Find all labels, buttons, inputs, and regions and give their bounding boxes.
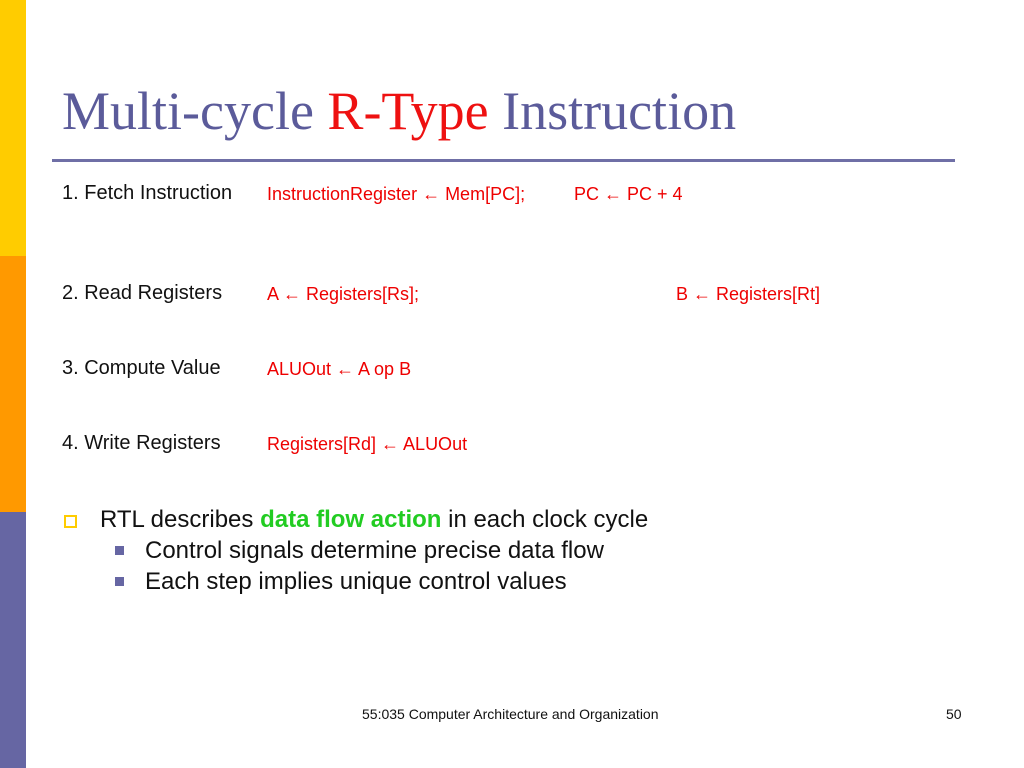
step-2-rtl-a: A ← Registers[Rs];	[267, 284, 420, 304]
title-part-1: Multi-cycle	[62, 81, 328, 141]
hollow-square-bullet-icon	[64, 515, 77, 528]
footer-course: 55:035 Computer Architecture and Organization	[362, 706, 659, 722]
bullet-emphasis: data flow action	[260, 506, 442, 533]
step-4-label: 4. Write Registers	[62, 432, 221, 454]
step-3-label: 3. Compute Value	[62, 357, 221, 379]
step-2-label: 2. Read Registers	[62, 282, 223, 304]
square-bullet-icon	[115, 546, 124, 555]
sub-bullet-2: Each step implies unique control values	[145, 568, 567, 595]
title-highlight: R-Type	[327, 81, 489, 141]
side-bar-blue	[0, 512, 26, 768]
step-2-rtl-b: B ← Registers[Rt]	[676, 284, 821, 304]
square-bullet-icon	[115, 577, 124, 586]
title-divider	[52, 159, 955, 162]
side-bar-orange	[0, 256, 26, 512]
bullet-rtl-describes	[100, 506, 648, 534]
step-1-label: 1. Fetch Instruction	[62, 182, 233, 204]
page-number: 50	[946, 706, 962, 722]
step-1-rtl-ir: InstructionRegister ← Mem[PC];	[267, 184, 526, 204]
bullet-suffix: in each clock cycle	[441, 506, 649, 533]
step-3-rtl: ALUOut ← A op B	[267, 359, 412, 379]
title-part-3: Instruction	[488, 81, 737, 141]
bullet-prefix: RTL describes	[100, 506, 261, 533]
step-1-rtl-pc: PC ← PC + 4	[574, 184, 683, 204]
step-4-rtl: Registers[Rd] ← ALUOut	[267, 434, 468, 454]
slide-title	[62, 81, 737, 141]
sub-bullet-1: Control signals determine precise data flow	[145, 537, 604, 564]
side-bar-yellow	[0, 0, 26, 256]
